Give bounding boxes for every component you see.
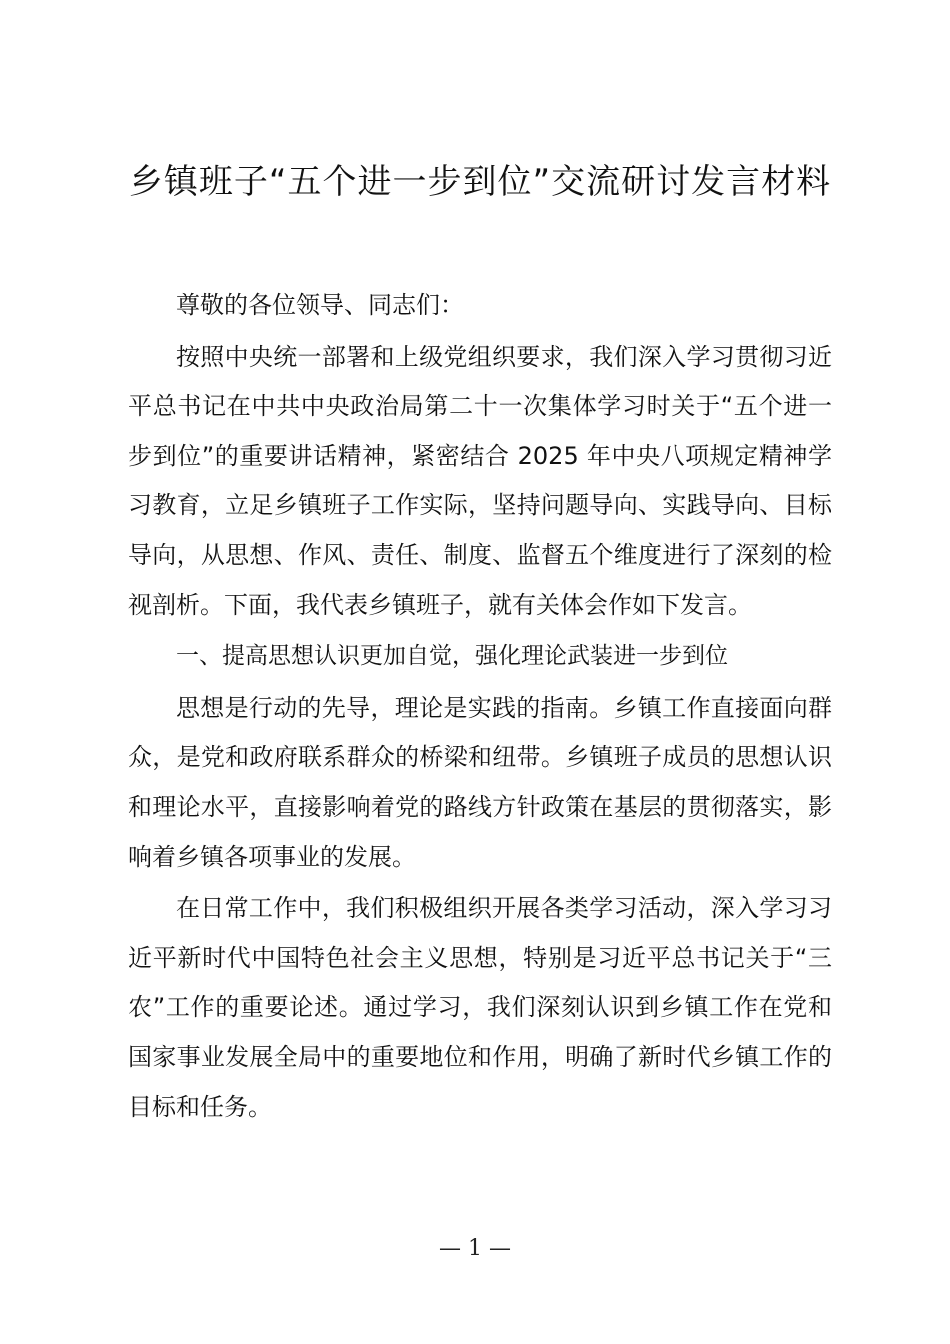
- intro-paragraph: 按照中央统一部署和上级党组织要求，我们深入学习贯彻习近平总书记在中共中央政治局第二十一次集体学习时关于“五个进一步到位”的重要讲话精神，紧密结合 2025 年中央八项规定精神学习教育，立足乡镇班子工作实际，坚持问题导向、实践导向、目标导向，从思想、作风、责任、制度、监督五个维度进行了深刻的检视剖析。下面，我代表乡镇班子，就有关体会作如下发言。: [128, 342, 832, 619]
- section-heading: 一、提高思想认识更加自觉，强化理论武装进一步到位: [176, 643, 728, 670]
- section-paragraph: 在日常工作中，我们积极组织开展各类学习活动，深入学习习近平新时代中国特色社会主义思想，特别是习近平总书记关于“三农”工作的重要论述。通过学习，我们深刻认识到乡镇工作在党和国家事业发展全局中的重要地位和作用，明确了新时代乡镇工作的目标和任务。: [128, 894, 832, 1121]
- document-title: 乡镇班子“五个进一步到位”交流研讨发言材料: [128, 162, 832, 202]
- page-number: — 1 —: [439, 1236, 511, 1261]
- section-paragraph: 思想是行动的先导，理论是实践的指南。乡镇工作直接面向群众，是党和政府联系群众的桥梁和纽带。乡镇班子成员的思想认识和理论水平，直接影响着党的路线方针政策在基层的贯彻落实，影响着乡镇各项事业的发展。: [128, 693, 832, 871]
- document-body: [128, 281, 832, 1134]
- greeting: 尊敬的各位领导、同志们：: [176, 291, 464, 319]
